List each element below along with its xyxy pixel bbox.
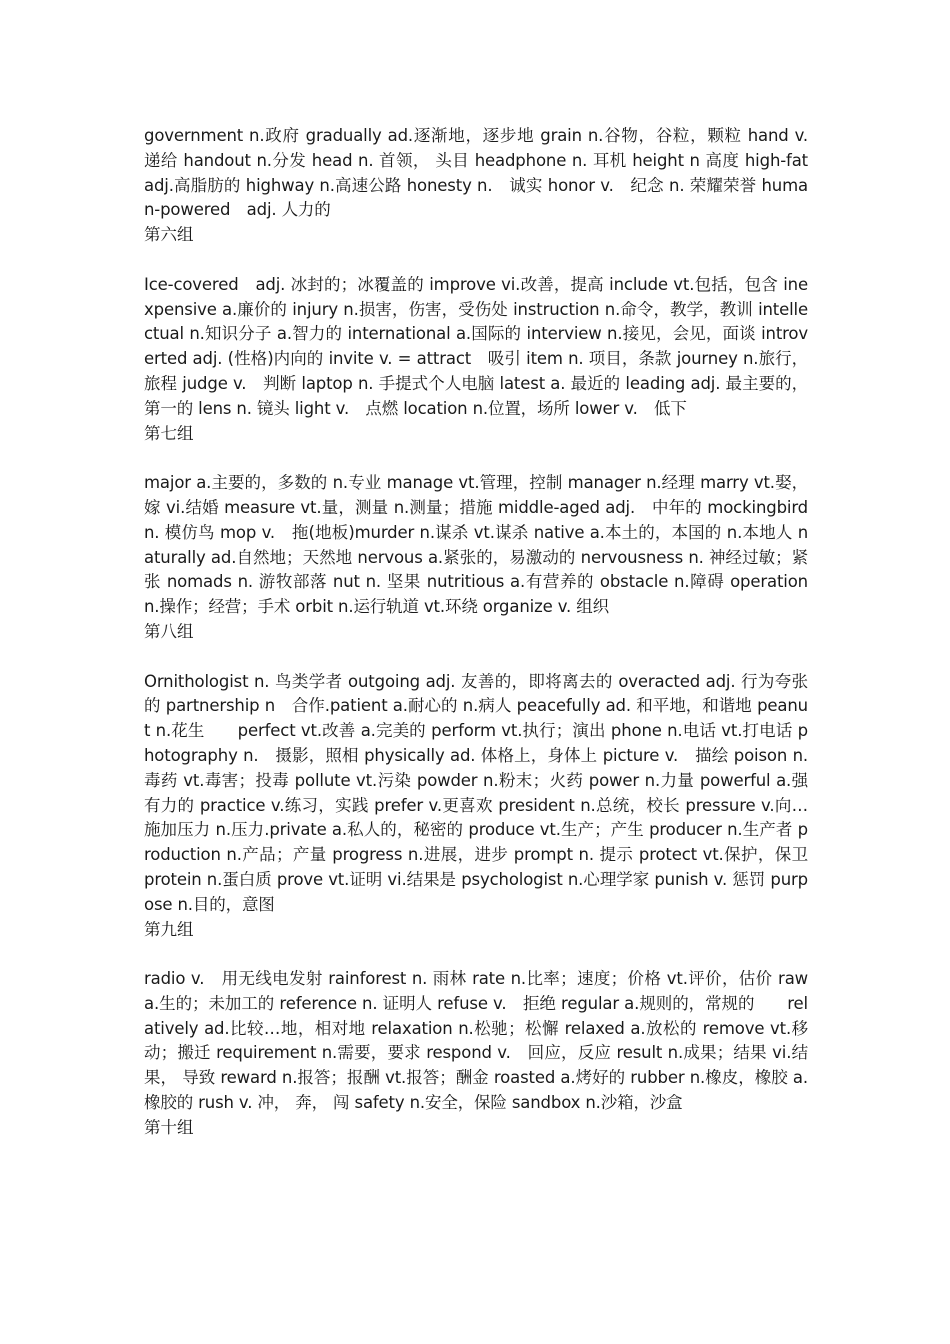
group-heading-7: 第七组 bbox=[144, 423, 194, 443]
blank-line bbox=[144, 645, 808, 670]
vocab-paragraph-group-8: Ornithologist n. 鸟类学者 outgoing adj. 友善的，即将离去的 overacted adj. 行为夸张的 partnership n 合作.patient a.耐心的 n.病人 peacefully ad. 和平地，和谐地 peanut n.花生 perfect vt.改善 a.完美的 perform vt.执行；演出 phone n.电话 vt.打电话 photography n. 摄影，照相 physically ad. 体格上，身体上 picture v. 描绘 poison n.毒药 vt.毒害；投毒 pollute vt.污染 powder n.粉末；火药 power n.力量 powerful a.强有力的 practice v.练习，实践 prefer v.更喜欢 president n.总统，校长 pressure v.向…施加压力 n.压力.private a.私人的，秘密的 produce vt.生产；产生 producer n.生产者 production n.产品；产量 progress n.进展，进步 prompt n. 提示 protect vt.保护，保卫 protein n.蛋白质 prove vt.证明 vi.结果是 psychologist n.心理学家 punish v. 惩罚 purpose n.目的，意图 bbox=[144, 671, 808, 914]
vocab-paragraph-group-9: radio v. 用无线电发射 rainforest n. 雨林 rate n.比率；速度；价格 vt.评价，估价 raw a.生的；未加工的 reference n. 证明人 refuse v. 拒绝 regular a.规则的，常规的 relatively ad.比较…地，相对地 relaxation n.松驰；松懈 relaxed a.放松的 remove vt.移动；搬迁 requirement n.需要，要求 respond v. 回应，反应 result n.成果；结果 vi.结果， 导致 reward n.报答；报酬 vt.报答；酬金 roasted a.烤好的 rubber n.橡皮，橡胶 a.橡胶的 rush v. 冲， 奔， 闯 safety n.安全，保险 sandbox n.沙箱，沙盒 bbox=[144, 969, 808, 1113]
vocab-paragraph-group-5: government n.政府 gradually ad.逐渐地，逐步地 grain n.谷物，谷粒，颗粒 hand v. 递给 handout n.分发 head n. 首领， 头目 headphone n. 耳机 height n 高度 high-fat adj.高脂肪的 highway n.高速公路 honesty n. 诚实 honor v. 纪念 n. 荣耀荣誉 human-powered adj. 人力的 bbox=[144, 126, 825, 220]
blank-line bbox=[144, 446, 808, 471]
group-heading-10: 第十组 bbox=[144, 1117, 194, 1137]
vocab-paragraph-group-6: Ice-covered adj. 冰封的；冰覆盖的 improve vi.改善，提高 include vt.包括，包含 inexpensive a.廉价的 injury n.损害，伤害，受伤处 instruction n.命令，教学，教训 intellectual n.知识分子 a.智力的 international a.国际的 interview n.接见，会见，面谈 introverted adj. (性格)内向的 invite v. = attract 吸引 item n. 项目，条款 journey n.旅行，旅程 judge v. 判断 laptop n. 手提式个人电脑 latest a. 最近的 leading adj. 最主要的，第一的 lens n. 镜头 light v. 点燃 location n.位置，场所 lower v. 低下 bbox=[144, 274, 808, 418]
group-heading-8: 第八组 bbox=[144, 621, 194, 641]
group-heading-9: 第九组 bbox=[144, 919, 194, 939]
blank-line bbox=[144, 248, 808, 273]
vocabulary-content bbox=[144, 124, 825, 1141]
blank-line bbox=[144, 942, 808, 967]
group-heading-6: 第六组 bbox=[144, 225, 194, 245]
vocab-paragraph-group-7: major a.主要的，多数的 n.专业 manage vt.管理，控制 manager n.经理 marry vt.娶，嫁 vi.结婚 measure vt.量，测量 n.测量；措施 middle-aged adj. 中年的 mockingbird n. 模仿鸟 mop v. 拖(地板)murder n.谋杀 vt.谋杀 native a.本土的，本国的 n.本地人 naturally ad.自然地；天然地 nervous a.紧张的，易激动的 nervousness n. 神经过敏；紧张 nomads n. 游牧部落 nut n. 坚果 nutritious a.有营养的 obstacle n.障碍 operation n.操作；经营；手术 orbit n.运行轨道 vt.环绕 organize v. 组织 bbox=[144, 473, 808, 617]
